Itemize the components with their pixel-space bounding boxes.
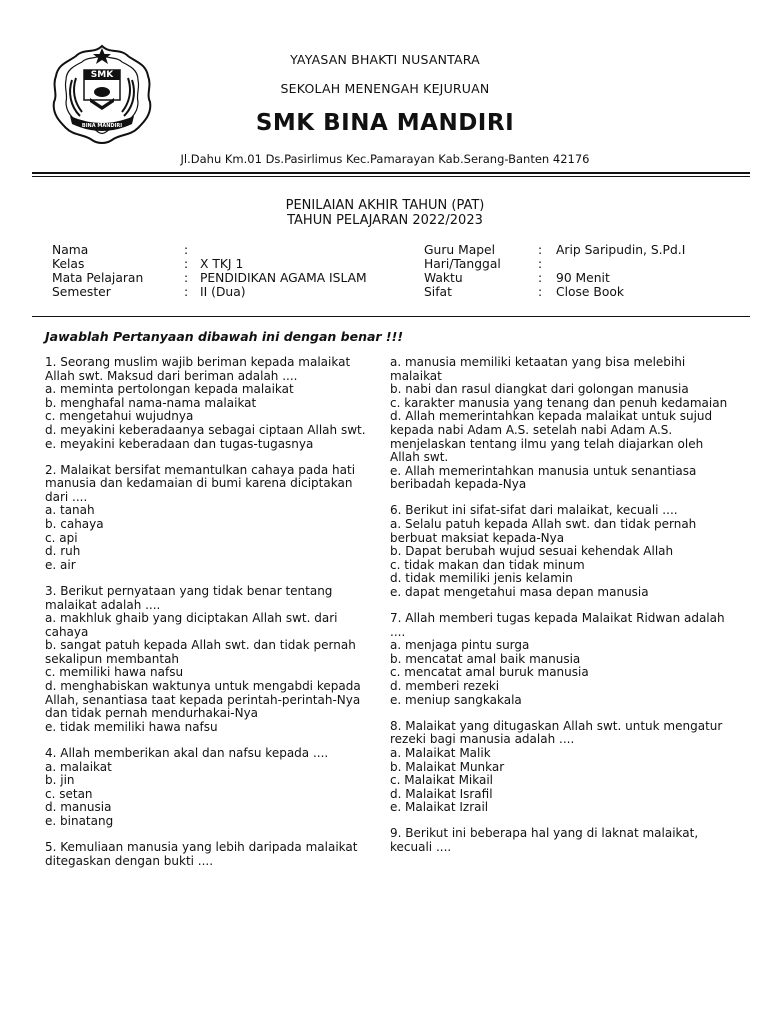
info-value: II (Dua) — [200, 285, 246, 299]
info-row — [52, 257, 382, 271]
info-rule — [32, 316, 750, 317]
info-right — [424, 243, 744, 299]
answer-option: a. tanah — [45, 503, 95, 518]
answer-option: b. Dapat berubah wujud sesuai kehendak Allah — [390, 544, 674, 559]
info-colon: : — [538, 285, 543, 299]
answer-option: c. mengetahui wujudnya — [45, 409, 194, 424]
info-colon: : — [538, 257, 543, 271]
answer-option: c. memiliki hawa nafsu — [45, 665, 184, 680]
info-row — [52, 285, 382, 299]
question-text: 2. Malaikat bersifat memantulkan cahaya pada hati manusia dan kedamaian di bumi karena diciptakan dari .... — [45, 462, 356, 504]
info-label: Mata Pelajaran — [52, 271, 144, 285]
answer-option: a. manusia memiliki ketaatan yang bisa melebihi malaikat — [390, 355, 686, 383]
answer-option: a. Malaikat Malik — [390, 745, 491, 760]
question-block — [390, 827, 730, 854]
question-block — [390, 356, 730, 492]
answer-option: b. cahaya — [45, 517, 104, 532]
answer-option: b. mencatat amal baik manusia — [390, 651, 581, 666]
school-address: Jl.Dahu Km.01 Ds.Pasirlimus Kec.Pamarayan Kab.Serang-Banten 42176 — [180, 152, 590, 166]
info-colon: : — [538, 243, 543, 257]
answer-option: a. malaikat — [45, 759, 112, 774]
info-row — [424, 257, 744, 271]
school-emblem-icon — [48, 40, 156, 148]
answer-option: e. binatang — [45, 813, 114, 828]
exam-year: TAHUN PELAJARAN 2022/2023 — [287, 213, 483, 228]
answer-option: b. jin — [45, 773, 75, 788]
info-label: Guru Mapel — [424, 243, 496, 257]
answer-option: b. menghafal nama-nama malaikat — [45, 395, 257, 410]
question-text: 1. Seorang muslim wajib beriman kepada malaikat Allah swt. Maksud dari beriman adalah .... — [45, 355, 351, 383]
info-row — [424, 285, 744, 299]
info-label: Kelas — [52, 257, 85, 271]
info-colon: : — [184, 243, 189, 257]
question-block — [390, 612, 730, 707]
answer-option: e. dapat mengetahui masa depan manusia — [390, 585, 649, 599]
answer-option: d. manusia — [45, 800, 112, 815]
answer-option: e. meyakini keberadaan dan tugas-tugasnya — [45, 436, 314, 451]
question-text: 4. Allah memberikan akal dan nafsu kepada .... — [45, 745, 329, 760]
school-type: SEKOLAH MENENGAH KEJURUAN — [280, 81, 490, 96]
answer-option: d. Allah memerintahkan kepada malaikat untuk sujud kepada nabi Adam A.S. setelah nabi Adam A.S. menjelaskan tentang ilmu yang telah diajarkan oleh Allah swt. — [390, 409, 713, 465]
info-value: PENDIDIKAN AGAMA ISLAM — [200, 271, 367, 285]
info-row — [52, 271, 382, 285]
info-row — [424, 271, 744, 285]
logo-ribbon-text: BINA MANDIRI — [81, 123, 123, 129]
answer-option: e. tidak memiliki hawa nafsu — [45, 719, 218, 734]
question-block — [390, 720, 730, 815]
logo-top-text: SMK — [90, 70, 114, 80]
exam-title: PENILAIAN AKHIR TAHUN (PAT) — [285, 198, 485, 213]
answer-option: d. memberi rezeki — [390, 679, 500, 694]
answer-option: c. karakter manusia yang tenang dan penuh kedamaian — [390, 395, 728, 410]
info-colon: : — [184, 257, 189, 271]
info-value: Close Book — [556, 285, 625, 299]
answer-option: c. mencatat amal buruk manusia — [390, 665, 589, 680]
answer-option: b. sangat patuh kepada Allah swt. dan tidak pernah sekalipun membantah — [45, 638, 356, 666]
question-block — [45, 585, 373, 735]
question-block — [45, 356, 373, 451]
foundation-name: YAYASAN BHAKTI NUSANTARA — [290, 52, 480, 67]
questions-right-column — [390, 356, 730, 867]
question-text: 8. Malaikat yang ditugaskan Allah swt. untuk mengatur rezeki bagi manusia adalah .... — [390, 718, 723, 747]
question-text: 6. Berikut ini sifat-sifat dari malaikat, kecuali .... — [390, 503, 678, 518]
info-label: Waktu — [424, 271, 463, 285]
question-block — [45, 747, 373, 829]
questions-left-column — [45, 356, 373, 881]
question-text: 5. Kemuliaan manusia yang lebih daripada malaikat ditegaskan dengan bukti .... — [45, 840, 358, 868]
header-rule-thick — [32, 172, 750, 174]
question-block — [45, 841, 373, 868]
answer-option: e. Malaikat Izrail — [390, 800, 489, 815]
answer-option: d. Malaikat Israfil — [390, 786, 493, 801]
header-rule-thin — [32, 176, 750, 177]
info-label: Hari/Tanggal — [424, 257, 501, 271]
instruction: Jawablah Pertanyaan dibawah ini dengan benar !!! — [45, 329, 404, 344]
answer-option: d. meyakini keberadaanya sebagai ciptaan Allah swt. — [45, 422, 366, 437]
question-text: 7. Allah memberi tugas kepada Malaikat Ridwan adalah .... — [390, 611, 725, 639]
answer-option: c. Malaikat Mikail — [390, 773, 494, 788]
answer-option: d. menghabiskan waktunya untuk mengabdi kepada Allah, senantiasa taat kepada perintah-perintah-Nya dan tidak pernah mendurhakai-Nya — [45, 679, 361, 721]
answer-option: c. setan — [45, 786, 93, 801]
info-value: X TKJ 1 — [200, 257, 244, 271]
info-label: Sifat — [424, 285, 452, 299]
info-colon: : — [184, 285, 189, 299]
answer-option: a. meminta pertolongan kepada malaikat — [45, 382, 294, 397]
answer-option: a. menjaga pintu surga — [390, 638, 530, 653]
answer-option: e. air — [45, 557, 76, 572]
answer-option: b. Malaikat Munkar — [390, 759, 505, 774]
school-name: SMK BINA MANDIRI — [255, 110, 515, 136]
answer-option: d. tidak memiliki jenis kelamin — [390, 571, 573, 586]
answer-option: b. nabi dan rasul diangkat dari golongan manusia — [390, 382, 689, 397]
info-value: 90 Menit — [556, 271, 610, 285]
info-row — [424, 243, 744, 257]
answer-option: e. meniup sangkakala — [390, 692, 522, 707]
answer-option: c. tidak makan dan tidak minum — [390, 557, 585, 572]
info-colon: : — [184, 271, 189, 285]
info-label: Semester — [52, 285, 111, 299]
info-left — [52, 243, 382, 299]
info-colon: : — [538, 271, 543, 285]
info-label: Nama — [52, 243, 89, 257]
info-value: Arip Saripudin, S.Pd.I — [556, 243, 686, 257]
info-row — [52, 243, 382, 257]
question-block — [390, 504, 730, 599]
answer-option: d. ruh — [45, 544, 81, 559]
answer-option: a. Selalu patuh kepada Allah swt. dan tidak pernah berbuat maksiat kepada-Nya — [390, 517, 697, 545]
question-block — [45, 464, 373, 573]
question-text: 9. Berikut ini beberapa hal yang di laknat malaikat, kecuali .... — [390, 826, 699, 854]
answer-option: a. makhluk ghaib yang diciptakan Allah swt. dari cahaya — [45, 611, 338, 639]
question-text: 3. Berikut pernyataan yang tidak benar tentang malaikat adalah .... — [45, 583, 333, 612]
answer-option: c. api — [45, 530, 78, 545]
answer-option: e. Allah memerintahkan manusia untuk senantiasa beribadah kepada-Nya — [390, 463, 697, 492]
